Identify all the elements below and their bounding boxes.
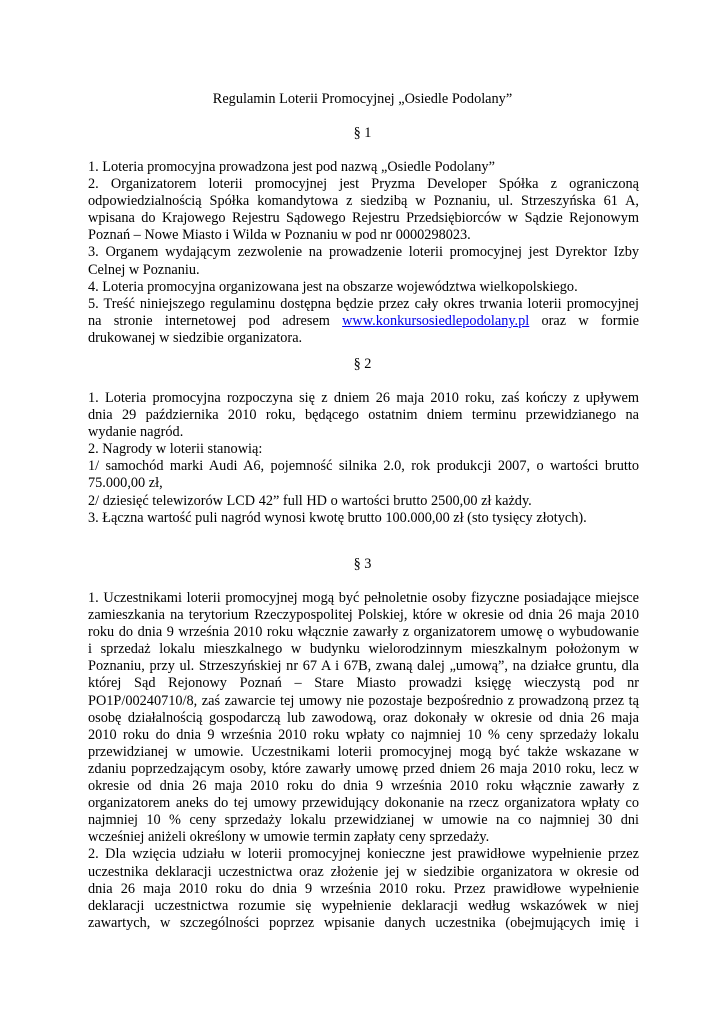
paragraph-line: deklaracji uczestnictwa rozumie się wypełnienie deklaracji według wskazówek w niej — [88, 897, 639, 914]
paragraph-line — [88, 313, 639, 330]
paragraph-line: najmniej 10 % ceny sprzedaży lokalu przewidzianej w umowie na co najmniej 30 dni — [88, 812, 639, 829]
paragraph-line: 2. Nagrody w loterii stanowią: — [88, 441, 263, 458]
paragraph-line: wpisana do Krajowego Rejestru Sądowego Rejestru Przedsiębiorców w Sądzie Rejonowym — [88, 210, 639, 227]
paragraph-line: 3. Łączna wartość puli nagród wynosi kwotę brutto 100.000,00 zł (sto tysięcy złotych). — [88, 509, 587, 526]
section-2-body — [88, 390, 639, 527]
paragraph-line: PO1P/00240710/8, zaś zawarcie tej umowy nie pozostaje bezpośrednio z prowadzoną przez tą — [88, 692, 639, 709]
paragraph-line: której Sąd Rejonowy Poznań – Stare Miasto prowadzi księgę wieczystą pod nr — [88, 675, 639, 692]
paragraph-line: 5. Treść niniejszego regulaminu dostępna będzie przez cały okres trwania loterii promocyjnej — [88, 295, 639, 312]
paragraph-line: zawartych, w szczególności poprzez wpisanie danych uczestnika (obejmujących imię i — [88, 914, 639, 931]
paragraph-line: zamieszkania na terytorium Rzeczypospolitej Polskiej, które w okresie od dnia 26 maja 2010 — [88, 607, 639, 624]
paragraph-line: dnia 29 października 2010 roku, będącego ostatnim dniem terminu przewidzianego na — [88, 407, 639, 424]
paragraph-line: dnia 26 maja 2010 roku do dnia 9 września 2010 roku. Przez prawidłowe wypełnienie — [88, 880, 639, 897]
paragraph-line: 1/ samochód marki Audi A6, pojemność silnika 2.0, rok produkcji 2007, o wartości brutto — [88, 458, 639, 475]
paragraph-line: odpowiedzialnością Spółka komandytowa z siedzibą w Poznaniu, ul. Strzeszyńska 61 A, — [88, 193, 639, 210]
paragraph-line: okresie od dnia 26 maja 2010 roku do dnia 9 września 2010 roku włącznie zawarły z — [88, 778, 639, 795]
paragraph-line: 2. Dla wzięcia udziału w loterii promocyjnej konieczne jest prawidłowe wypełnienie przez — [88, 846, 639, 863]
paragraph-line: 4. Loteria promocyjna organizowana jest na obszarze województwa wielkopolskiego. — [88, 278, 578, 295]
document-title: Regulamin Loterii Promocyjnej „Osiedle Podolany” — [212, 91, 513, 107]
paragraph-line: wydanie nagród. — [88, 424, 184, 441]
paragraph-line: Celnej w Poznaniu. — [88, 261, 200, 278]
paragraph-line: wcześniej aniżeli określony w umowie termin zapłaty ceny sprzedaży. — [88, 829, 490, 846]
paragraph-line: osobę działalnością gospodarczą lub zawodową, oraz dokonały w okresie od dnia 26 maja — [88, 709, 639, 726]
section-1-body — [88, 159, 639, 347]
paragraph-line: 1. Loteria promocyjna prowadzona jest pod nazwą „Osiedle Podolany” — [88, 159, 495, 175]
section-3-heading: § 3 — [353, 556, 372, 572]
paragraph-line: drukowanej w siedzibie organizatora. — [88, 329, 303, 346]
paragraph-line: 75.000,00 zł, — [88, 475, 163, 492]
paragraph-line: 2010 roku do dnia 9 września 2010 roku wpłaty co najmniej 10 % ceny sprzedaży lokalu — [88, 726, 639, 743]
paragraph-line: 2. Organizatorem loterii promocyjnej jest Pryzma Developer Spółka z ograniczoną — [88, 176, 639, 193]
section-3-body — [88, 590, 639, 932]
paragraph-line: 1. Uczestnikami loterii promocyjnej mogą być pełnoletnie osoby fizyczne posiadające miejsce — [88, 590, 639, 606]
paragraph-line: zdaniu poprzedzającym osoby, które zawarły umowę przed dniem 26 maja 2010 roku, lecz w — [88, 760, 639, 777]
paragraph-line: roku do dnia 9 września 2010 roku włącznie zawarły z organizatorem umowę o wybudowanie — [88, 624, 639, 641]
paragraph-line: 3. Organem wydającym zezwolenie na prowadzenie loterii promocyjnej jest Dyrektor Izby — [88, 244, 639, 261]
paragraph-line: 1. Loteria promocyjna rozpoczyna się z dniem 26 maja 2010 roku, zaś kończy z upływem — [88, 390, 639, 406]
paragraph-line: Poznaniu, przy ul. Strzeszyńskiej nr 67 A i 67B, zwaną dalej „umową”, na działce gruntu, dla — [88, 658, 639, 675]
paragraph-line: 2/ dziesięć telewizorów LCD 42” full HD o wartości brutto 2500,00 zł każdy. — [88, 492, 532, 509]
paragraph-line: i sprzedaż lokalu mieszkalnego w budynku wielorodzinnym mieszkalnym położonym w — [88, 641, 639, 658]
paragraph-line: organizatorem aneks do tej umowy przewidujący dokonanie na rzecz organizatora wpłaty co — [88, 795, 639, 812]
paragraph-text: na stronie internetowej pod adresem — [88, 312, 330, 329]
paragraph-line: Poznań – Nowe Miasto i Wilda w Poznaniu w pod nr 0000298023. — [88, 227, 471, 244]
paragraph-text: oraz w formie — [541, 312, 639, 329]
paragraph-line: uczestnika deklaracji uczestnictwa oraz złożenie jej w siedzibie organizatora w okresie od — [88, 863, 639, 880]
section-2-heading: § 2 — [353, 356, 372, 372]
website-link[interactable]: www.konkursosiedlepodolany.pl — [342, 312, 530, 329]
section-1-heading: § 1 — [353, 125, 372, 141]
paragraph-line: przewidzianej w umowie. Uczestnikami loterii promocyjnej mogą być także wskazane w — [88, 743, 639, 760]
